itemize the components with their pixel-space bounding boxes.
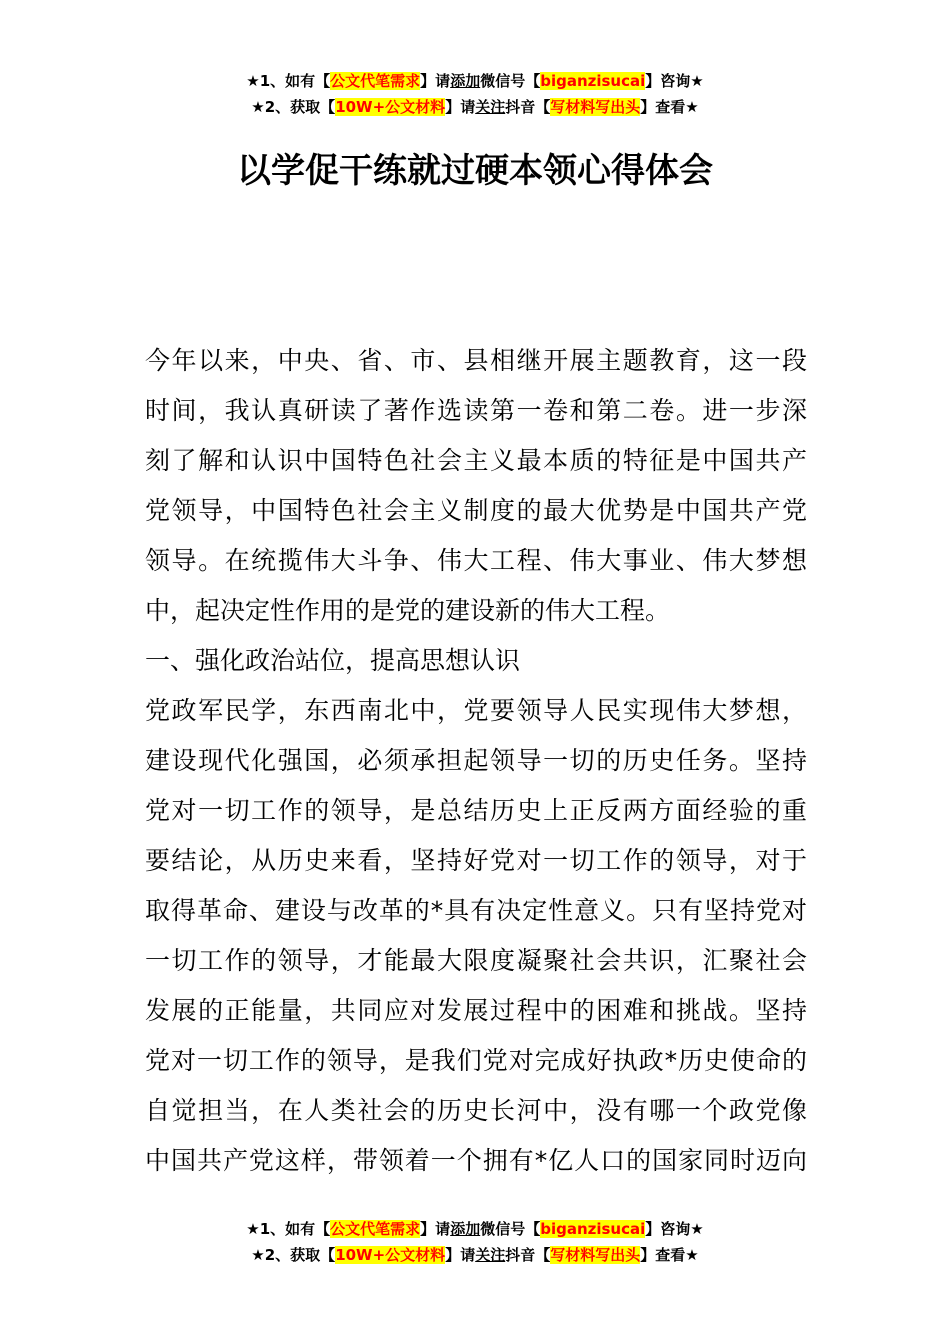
highlight-wechat-id: biganzisucai bbox=[540, 72, 646, 90]
page-title: 以学促干练就过硬本领心得体会 bbox=[237, 151, 713, 191]
body-line: 要结论，从历史来看，坚持好党对一切工作的领导，对于 bbox=[145, 846, 807, 875]
body-line: 党对一切工作的领导，是总结历史上正反两方面经验的重 bbox=[145, 796, 807, 825]
document-body bbox=[145, 336, 807, 1186]
body-line: 党政军民学，东西南北中，党要领导人民实现伟大梦想， bbox=[145, 696, 807, 725]
highlight-wechat-id: biganzisucai bbox=[540, 1220, 646, 1238]
body-line: 建设现代化强国，必须承担起领导一切的历史任务。坚持 bbox=[145, 746, 807, 775]
highlight-douyin-account: 写材料写出头 bbox=[550, 98, 641, 116]
body-line: 一切工作的领导，才能最大限度凝聚社会共识，汇聚社会 bbox=[145, 946, 807, 975]
promo-banner-bottom bbox=[0, 1216, 950, 1268]
section-heading: 一、强化政治站位，提高思想认识 bbox=[145, 646, 521, 675]
highlight-service: 公文代笔需求 bbox=[330, 1220, 421, 1238]
body-line: 党领导，中国特色社会主义制度的最大优势是中国共产党 bbox=[145, 496, 807, 525]
promo-banner-top bbox=[0, 68, 950, 120]
highlight-materials: 10W+公文材料 bbox=[335, 1246, 446, 1264]
body-line: 自觉担当，在人类社会的历史长河中，没有哪一个政党像 bbox=[145, 1096, 807, 1125]
body-line: 党对一切工作的领导，是我们党对完成好执政*历史使命的 bbox=[145, 1046, 807, 1075]
highlight-douyin-account: 写材料写出头 bbox=[550, 1246, 641, 1264]
body-line: 取得革命、建设与改革的*具有决定性意义。只有坚持党对 bbox=[145, 896, 807, 925]
body-line: 时间，我认真研读了著作选读第一卷和第二卷。进一步深 bbox=[145, 396, 807, 425]
promo-line-1: ★1、如有【公文代笔需求】请添加微信号【biganzisucai】咨询★ bbox=[246, 72, 704, 90]
body-line: 发展的正能量，共同应对发展过程中的困难和挑战。坚持 bbox=[145, 996, 807, 1025]
body-line: 领导。在统揽伟大斗争、伟大工程、伟大事业、伟大梦想 bbox=[145, 546, 807, 575]
promo-line-2: ★2、获取【10W+公文材料】请关注抖音【写材料写出头】查看★ bbox=[251, 98, 699, 116]
highlight-materials: 10W+公文材料 bbox=[335, 98, 446, 116]
body-line: 中，起决定性作用的是党的建设新的伟大工程。 bbox=[145, 596, 671, 625]
body-line: 刻了解和认识中国特色社会主义最本质的特征是中国共产 bbox=[145, 446, 807, 475]
promo-line-2: ★2、获取【10W+公文材料】请关注抖音【写材料写出头】查看★ bbox=[251, 1246, 699, 1264]
highlight-service: 公文代笔需求 bbox=[330, 72, 421, 90]
body-line: 今年以来，中央、省、市、县相继开展主题教育，这一段 bbox=[145, 346, 807, 375]
body-line: 中国共产党这样，带领着一个拥有*亿人口的国家同时迈向 bbox=[145, 1146, 807, 1175]
promo-line-1: ★1、如有【公文代笔需求】请添加微信号【biganzisucai】咨询★ bbox=[246, 1220, 704, 1238]
